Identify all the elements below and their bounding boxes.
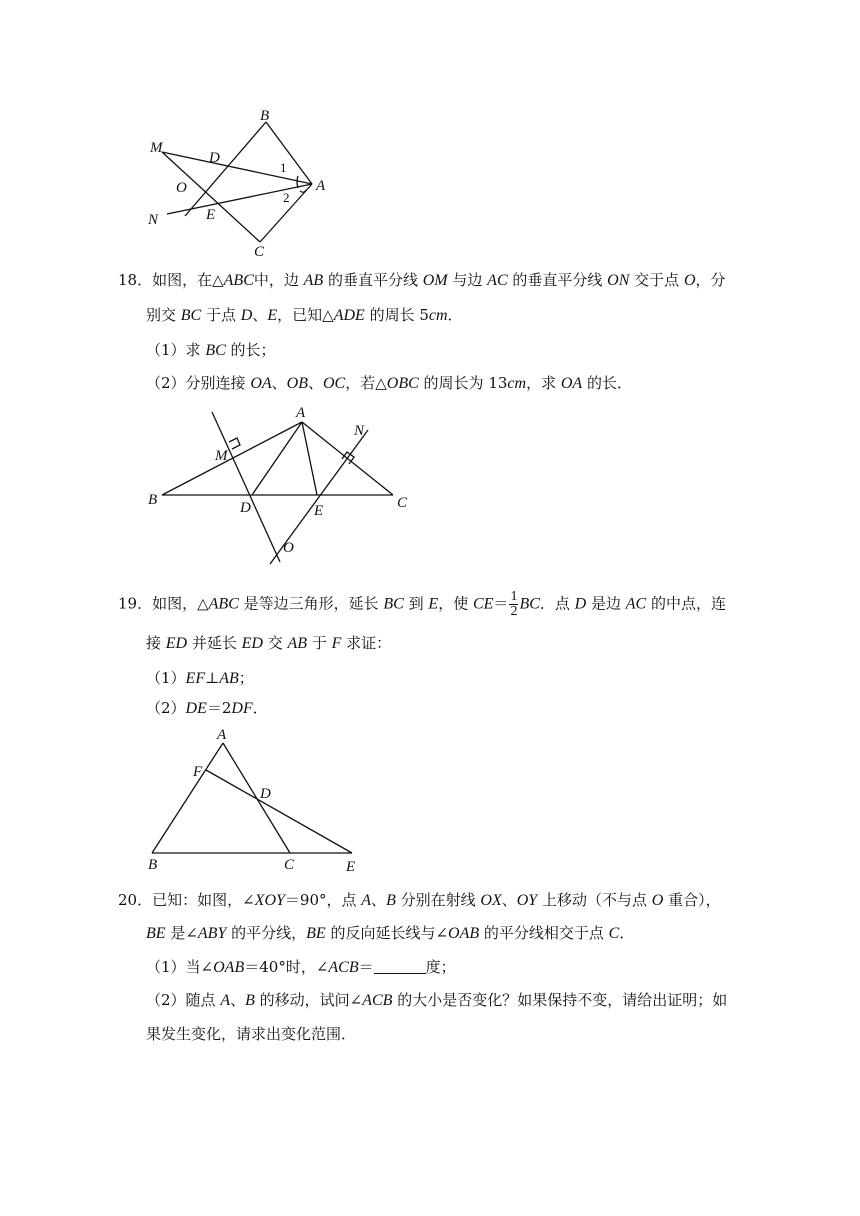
label-C: C [254,244,265,260]
label-A: A [296,405,306,421]
q18-part1: （1）求 BC 的长； [146,341,276,359]
label-E: E [346,859,356,875]
label-F: F [193,764,203,780]
segment-AD [252,422,302,495]
label-O: O [283,540,294,556]
segment-NA [167,184,312,214]
label-B: B [148,857,158,873]
q20-line1: 20．已知：如图，∠XOY＝90°，点 A、B 分别在射线 OX、OY 上移动（不与点 O 重合）， [118,891,721,909]
label-B: B [260,108,270,124]
q19-part1: （1）EF⊥AB； [146,669,254,687]
figure-q17 [140,100,340,260]
label-N: N [354,423,365,439]
q18-line2: 别交 BC 于点 D、E，已知△ADE 的周长 5cm． [146,306,463,324]
label-M: M [215,448,228,464]
label-E: E [314,503,324,519]
q20-part1: （1）当∠OAB＝40°时，∠ACB＝ 度； [146,958,456,976]
q20-number: 20． [118,891,153,909]
answer-blank[interactable] [374,959,426,974]
q18-part2: （2）分别连接 OA、OB、OC，若△OBC 的周长为 13cm，求 OA 的长． [146,374,632,392]
q18-number: 18． [118,271,153,289]
q20-line2: BE 是∠ABY 的平分线，BE 的反向延长线与∠OAB 的平分线相交于点 C． [146,924,635,942]
figure-q19 [140,725,370,875]
label-M: M [150,140,163,156]
fraction-one-half: $\frac{1}{2}$ [510,589,518,619]
label-B: B [148,492,158,508]
right-angle-mark-M [229,438,240,449]
label-D: D [209,150,220,166]
figure-q18 [140,400,430,570]
segment-BA [152,743,223,853]
label-C: C [284,857,295,873]
label-A: A [217,727,227,743]
segment-BA [266,122,312,184]
label-O: O [176,180,187,196]
label-D: D [260,786,271,802]
label-E: E [206,207,216,223]
q19-line1: 19．如图，△ABC 是等边三角形，延长 BC 到 E，使 CE＝ $\frac{1}{2}$ BC．点 D 是边 AC 的中点，连 [118,589,727,619]
perpendicular-bisector-OM [212,412,280,562]
angle-label-2: 2 [283,190,290,205]
label-C: C [397,495,408,511]
angle-arc-2 [300,190,306,192]
label-D: D [240,500,251,516]
segment-BA [162,422,302,495]
q20-part2-line1: （2）随点 A、B 的移动，试问∠ACB 的大小是否变化？如果保持不变，请给出证明；如 [146,991,728,1009]
angle-label-1: 1 [280,160,287,175]
label-N: N [148,212,159,228]
angle-arc-1 [297,176,298,188]
q19-part2: （2）DE＝2DF． [146,699,268,717]
q19-number: 19． [118,594,153,613]
segment-FE [206,770,352,853]
q19-line2: 接 ED 并延长 ED 交 AB 于 F 求证： [146,634,392,652]
q18-line1: 18．如图，在△ABC中，边 AB 的垂直平分线 OM 与边 AC 的垂直平分线 ON 交于点 O，分 [118,271,726,289]
q20-part2-line2: 果发生变化，请求出变化范围． [146,1025,357,1043]
label-A: A [316,178,326,194]
